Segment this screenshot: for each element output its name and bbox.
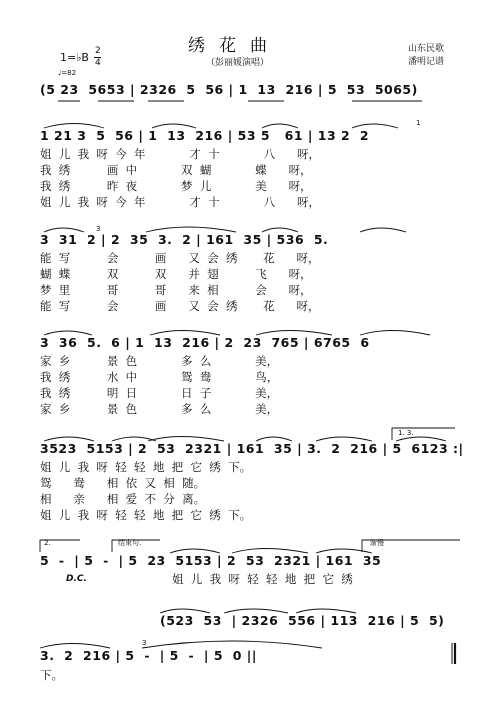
line5-lyrics: 姐 儿 我 呀 轻 轻 地 把 它 绣 — [172, 572, 353, 586]
line5-notes: 5 - | 5 - | 5 23 5153 | 2 53 2321 | 161 35 — [40, 553, 382, 568]
line6-lyrics: 下。 — [40, 668, 63, 682]
song-arranger: 潘明记谱 — [408, 57, 445, 67]
line3-lyrics-3: 我 绣 明 日 日 子 美， — [40, 386, 279, 400]
key-signature: 1=♭B — [60, 51, 89, 64]
line6-upper-notes: (523 53 | 2326 556 | 113 216 | 5 5) — [160, 613, 445, 628]
line1-lyrics-1: 姐 儿 我 呀 今 年 才 十 八 呀， — [40, 147, 321, 161]
line4-lyrics-2: 鸳 鸯 相 依 又 相 随。 — [40, 476, 206, 490]
time-signature-bottom: 4 — [95, 58, 101, 68]
line4-notes: 3523 5153 | 2 53 2321 | 161 35 | 3. 2 216 | 5 6123 :| — [40, 441, 464, 456]
volta-1-3: 1. 3. — [398, 429, 414, 437]
line4-lyrics-3: 相 亲 相 爱 不 分 离。 — [40, 492, 206, 506]
line6-grace-note: 3 — [142, 639, 147, 647]
line1-grace-note: 1 — [416, 119, 421, 127]
volta-2: 2. — [44, 539, 51, 547]
line2-grace-note: 3 — [96, 225, 101, 233]
line1-lyrics-3: 我 绣 昨 夜 梦 儿 美 呀， — [40, 179, 312, 193]
line2-lyrics-3: 梦 里 哥 哥 来 相 会 呀， — [40, 283, 312, 297]
line2-lyrics-1: 能 写 会 画 又 会 绣 花 呀， — [40, 251, 320, 265]
intro-notes: (5 23 5653 | 2326 5 56 | 1 13 216 | 5 53 5065) — [40, 82, 418, 97]
da-capo-label: D.C. — [66, 574, 87, 584]
line4-lyrics-4: 姐 儿 我 呀 轻 轻 地 把 它 绣 下。 — [40, 508, 252, 522]
line3-lyrics-2: 我 绣 水 中 鸳 鸯 鸟， — [40, 370, 279, 384]
line3-lyrics-1: 家 乡 景 色 多 么 美， — [40, 354, 279, 368]
line3-lyrics-4: 家 乡 景 色 多 么 美， — [40, 402, 279, 416]
line1-notes: 1 21 3 5 56 | 1 13 216 | 53 5 61 | 13 2 2 — [40, 128, 370, 143]
line2-notes: 3 31 2 | 2 35 3. 2 | 161 35 | 536 5. — [40, 232, 329, 247]
ritardando-label: 渐慢 — [370, 539, 384, 547]
line6-notes: 3. 2 216 | 5 - | 5 - | 5 0 || — [40, 648, 257, 663]
song-title: 绣花曲 — [188, 36, 281, 56]
time-signature-top: 2 — [95, 46, 101, 56]
line2-lyrics-4: 能 写 会 画 又 会 绣 花 呀， — [40, 299, 320, 313]
line1-lyrics-2: 我 绣 画 中 双 蝴 蝶 呀， — [40, 163, 312, 177]
ending-phrase-label: 结束句. — [118, 539, 142, 547]
line2-lyrics-2: 蝴 蝶 双 双 并 翅 飞 呀， — [40, 267, 312, 281]
tempo-marking: ♩=82 — [58, 69, 77, 77]
song-subtitle: （彭丽媛演唱） — [206, 58, 270, 68]
line1-lyrics-4: 姐 儿 我 呀 今 年 才 十 八 呀， — [40, 195, 321, 209]
song-source: 山东民歌 — [408, 44, 445, 54]
line3-notes: 3 36 5. 6 | 1 13 216 | 2 23 765 | 6765 6 — [40, 335, 370, 350]
line4-lyrics-1: 姐 儿 我 呀 轻 轻 地 把 它 绣 下。 — [40, 460, 252, 474]
